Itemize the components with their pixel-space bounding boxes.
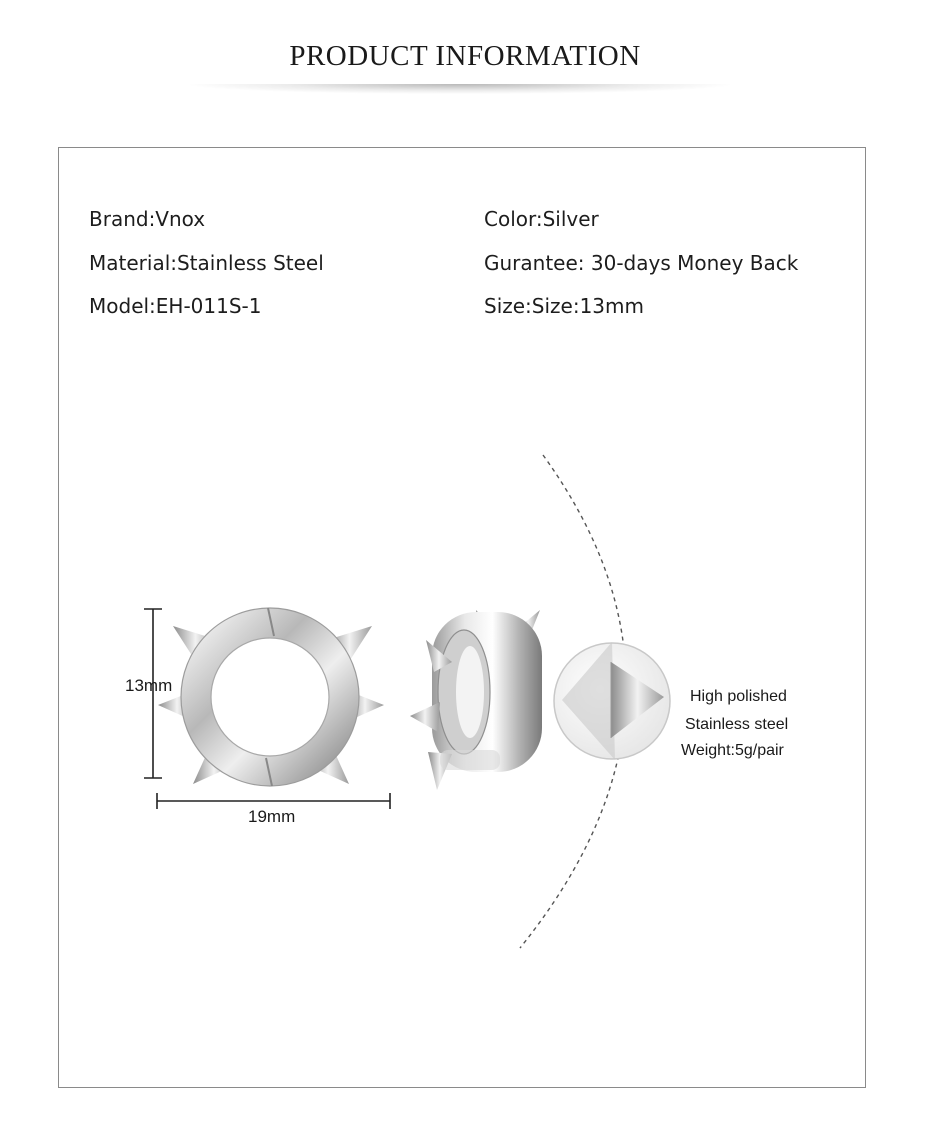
detail-line-3: Weight:5g/pair bbox=[681, 742, 784, 759]
detail-line-2: Stainless steel bbox=[685, 716, 789, 733]
height-label: 13mm bbox=[125, 676, 173, 695]
width-label: 19mm bbox=[248, 807, 296, 826]
detail-lens bbox=[554, 642, 670, 760]
spec-model: Model:EH-011S-1 bbox=[89, 294, 262, 318]
spec-material: Material:Stainless Steel bbox=[89, 251, 324, 275]
spec-guarantee: Gurantee: 30-days Money Back bbox=[484, 251, 799, 275]
earring-side-view bbox=[410, 610, 542, 790]
detail-line-1: High polished bbox=[690, 688, 787, 705]
spec-size: Size:Size:13mm bbox=[484, 294, 644, 318]
spec-color: Color:Silver bbox=[484, 207, 599, 231]
page-title: PRODUCT INFORMATION bbox=[289, 40, 641, 72]
earring-front-view bbox=[158, 608, 384, 786]
spec-brand: Brand:Vnox bbox=[89, 207, 206, 231]
